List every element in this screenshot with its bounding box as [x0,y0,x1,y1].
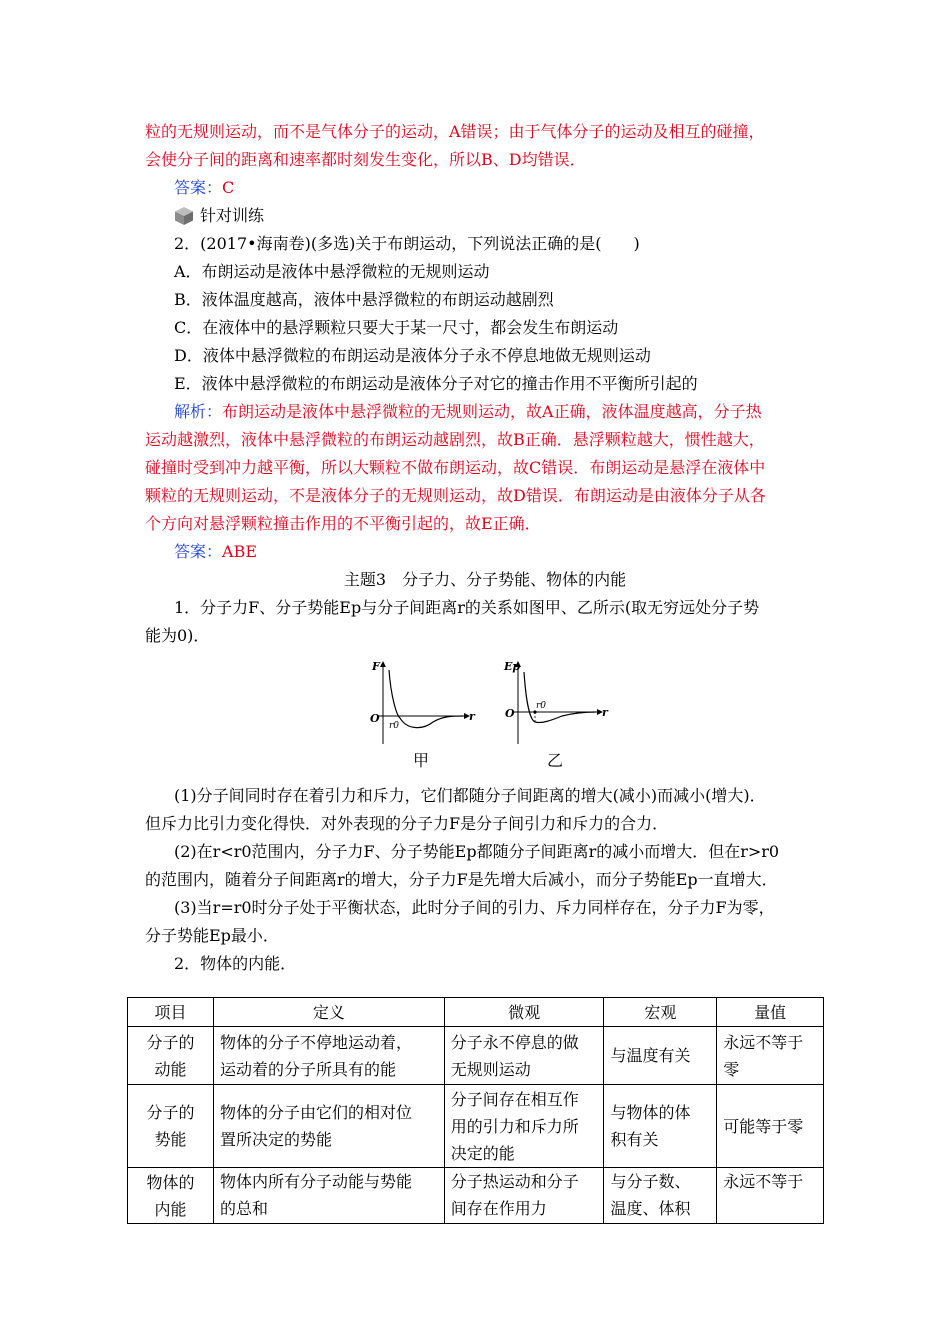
potential-graph [500,658,610,748]
header-definition: 定义 [214,998,445,1027]
training-heading [145,202,825,230]
item-3-line-1: (3)当r=r0时分子处于平衡状态，此时分子间的引力、斥力同样存在，分子力F为零， [174,898,775,917]
table-cell: 物体内所有分子动能与势能 的总和 [214,1168,445,1224]
figure-caption-jia: 甲 [412,751,429,770]
cube-icon [174,206,194,226]
option-d: D．液体中悬浮微粒的布朗运动是液体分子永不停息地做无规则运动 [174,346,651,365]
analysis-continued-line-1: 粒的无规则运动，而不是气体分子的运动，A错误；由于气体分子的运动及相互的碰撞， [145,122,765,141]
table-cell: 与温度有关 [604,1027,717,1085]
potential-origin-label: O [505,707,515,720]
table-row [128,1085,824,1168]
analysis-line-5: 个方向对悬浮颗粒撞击作用的不平衡引起的，故E正确． [145,514,541,533]
answer-label: 答案： [174,178,223,197]
table-cell: 分子的 动能 [128,1027,214,1085]
analysis-label: 解析： [174,402,223,421]
force-origin-label: O [370,712,380,725]
analysis-line-4: 颗粒的无规则运动，不是液体分子的无规则运动，故D错误．布朗运动是由液体分子从各 [145,486,766,505]
header-macro: 宏观 [604,998,717,1027]
table-cell: 分子的 势能 [128,1085,214,1168]
potential-x-label: r [602,706,608,719]
option-b: B．液体温度越高，液体中悬浮微粒的布朗运动越剧烈 [174,290,554,309]
force-x-label: r [469,710,475,723]
table-header-row [128,998,824,1027]
force-r0-label: r0 [389,721,400,731]
figure-caption-yi: 乙 [546,751,563,770]
table-cell: 分子永不停息的做 无规则运动 [444,1027,604,1085]
table-cell: 与分子数、 温度、体积 [604,1168,717,1224]
item-3-line-2: 分子势能Ep最小． [145,926,279,945]
table-cell: 与物体的体 积有关 [604,1085,717,1168]
table-cell: 分子间存在相互作 用的引力和斥力所 决定的能 [444,1085,604,1168]
answer-value: ABE [222,542,258,561]
analysis-line-3: 碰撞时受到冲力越平衡，所以大颗粒不做布朗运动，故C错误．布朗运动是悬浮在液体中 [145,458,766,477]
potential-r0-label: r0 [536,701,547,711]
table-cell: 永远不等于 零 [717,1027,824,1085]
figures [145,658,825,776]
analysis-line-2: 运动越激烈，液体中悬浮微粒的布朗运动越剧烈，故B正确．悬浮颗粒越大，惯性越大， [145,430,765,449]
header-value: 量值 [717,998,824,1027]
answer-2 [145,538,825,566]
analysis-text: 布朗运动是液体中悬浮微粒的无规则运动，故A正确，液体温度越高，分子热 [222,402,762,421]
potential-y-label: Ep [504,660,521,673]
item-1-line-1: (1)分子间同时存在着引力和斥力，它们都随分子间距离的增大(减小)而减小(增大)． [174,786,766,805]
item-2-line-1: (2)在r<r0范围内，分子力F、分子势能Ep都随分子间距离r的减小而增大．但在r>r0 [174,842,780,861]
option-c: C．在液体中的悬浮颗粒只要大于某一尺寸，都会发生布朗运动 [174,318,619,337]
table-cell: 物体的 内能 [128,1168,214,1224]
topic-paragraph-1-line-2: 能为0)． [145,626,210,645]
table-cell: 分子热运动和分子 间存在作用力 [444,1168,604,1224]
table-cell: 物体的分子由它们的相对位 置所决定的势能 [214,1085,445,1168]
analysis-continued-line-2: 会使分子间的距离和速率都时刻发生变化，所以B、D均错误． [145,150,586,169]
option-a: A．布朗运动是液体中悬浮微粒的无规则运动 [174,262,490,281]
topic-title: 主题3 分子力、分子势能、物体的内能 [343,570,627,589]
topic-paragraph-1-line-1: 1．分子力F、分子势能Ep与分子间距离r的关系如图甲、乙所示(取无穷远处分子势 [174,598,760,617]
table-cell: 物体的分子不停地运动着， 运动着的分子所具有的能 [214,1027,445,1085]
figure-force [367,658,477,770]
internal-energy-table [127,997,824,1224]
header-item: 项目 [128,998,214,1027]
topic-paragraph-2: 2．物体的内能． [174,954,297,973]
table-cell: 可能等于零 [717,1085,824,1168]
item-2-line-2: 的范围内，随着分子间距离r的增大，分子力F是先增大后减小，而分子势能Ep一直增大． [145,870,778,889]
question-stem: 2．(2017•海南卷)(多选)关于布朗运动，下列说法正确的是( ) [174,234,640,253]
force-graph [367,658,477,748]
table-cell: 永远不等于 [717,1168,824,1224]
figure-potential [500,658,610,770]
table-row [128,1168,824,1224]
table-row [128,1027,824,1085]
header-micro: 微观 [444,998,604,1027]
training-title: 针对训练 [200,206,265,225]
answer-value: C [222,178,235,197]
item-1-line-2: 但斥力比引力变化得快．对外表现的分子力F是分子间引力和斥力的合力． [145,814,669,833]
answer-1 [145,174,825,202]
answer-label: 答案： [174,542,223,561]
document-body [145,118,825,978]
analysis-line-1 [145,398,825,426]
option-e: E．液体中悬浮微粒的布朗运动是液体分子对它的撞击作用不平衡所引起的 [174,374,698,393]
force-y-label: F [372,660,380,673]
